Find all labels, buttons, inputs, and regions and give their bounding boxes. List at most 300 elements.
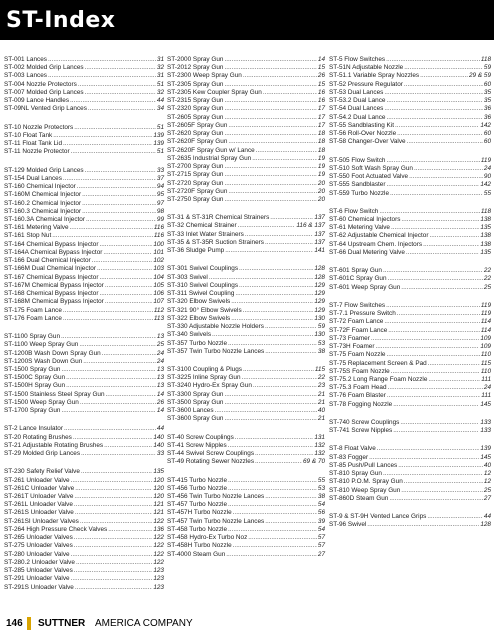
index-entry-name: ST-320 Elbow Swivels — [167, 298, 231, 306]
index-entry-name: ST-357 Twin Turbo Nozzle Lances — [167, 347, 265, 355]
index-entry-name: ST-75S Foam Nozzle — [329, 367, 390, 375]
index-entry-name: ST-265 Unloader Valves — [4, 534, 73, 542]
index-entry — [329, 190, 491, 198]
dot-leader — [97, 265, 152, 273]
index-entry-page: 20 — [317, 187, 325, 195]
index-entry-name: ST-456 Twin Turbo Nozzle Lances — [167, 493, 265, 501]
index-entry-page: 123 — [153, 583, 164, 591]
index-entry — [4, 167, 164, 175]
dot-leader — [398, 462, 483, 470]
index-entry-page: 40 — [483, 461, 491, 469]
index-entry-page: 26 — [156, 398, 164, 406]
dot-leader — [401, 284, 483, 292]
index-entry-name: ST-3500 Spray Gun — [167, 398, 224, 406]
index-entry — [167, 97, 325, 105]
dot-leader — [224, 81, 316, 89]
index-entry-name: ST-33 Inlet Water Strainers — [167, 230, 244, 238]
index-entry-page: 133 — [480, 427, 491, 435]
index-entry — [329, 173, 491, 181]
dot-leader — [83, 358, 156, 366]
dot-leader — [386, 302, 480, 310]
index-entry-name: ST-310 Swivel Couplings — [167, 281, 239, 289]
index-entry — [167, 366, 325, 374]
index-entry-page: 44 — [156, 425, 164, 433]
index-entry-page: 104 — [153, 273, 164, 281]
index-entry-page: 137 — [314, 238, 325, 246]
index-entry-page: 60 — [483, 80, 491, 88]
index-entry-page: 24 — [156, 349, 164, 357]
index-entry-page: 25 — [483, 486, 491, 494]
dot-leader — [377, 445, 480, 453]
index-entry-page: 15 — [317, 80, 325, 88]
dot-leader — [212, 331, 313, 339]
index-entry-name: ST-357 Turbo Nozzle — [167, 339, 228, 347]
index-entry-name: ST-3600 Spray Gun — [167, 415, 224, 423]
index-entry-page: 97 — [156, 199, 164, 207]
index-entry-name: ST-161 Metering Valve — [4, 224, 69, 232]
index-entry-name: ST-175 Foam Lance — [4, 306, 62, 314]
index-entry — [167, 72, 325, 80]
dot-leader — [263, 89, 317, 97]
dot-leader — [375, 343, 479, 351]
company-name-bold: SUTTNER — [38, 618, 86, 629]
index-entry — [4, 551, 164, 559]
index-entry-page: 114 — [480, 326, 491, 334]
dot-leader — [371, 335, 479, 343]
index-entry-page: 31 — [156, 72, 164, 80]
dot-leader — [215, 407, 317, 415]
index-entry-page: 130 — [314, 314, 325, 322]
index-entry-page: 132 — [314, 450, 325, 458]
dot-leader — [224, 97, 316, 105]
dot-leader — [228, 138, 317, 146]
index-entry — [4, 140, 164, 148]
dot-leader — [389, 495, 483, 503]
index-entry-name: ST-280.2 Unloader Valve — [4, 558, 75, 566]
index-entry — [4, 391, 164, 399]
index-group — [4, 468, 164, 592]
index-entry-name: ST-61 Metering Valve — [329, 224, 390, 232]
dot-leader — [388, 384, 483, 392]
dot-leader — [66, 382, 156, 390]
index-entry-name: ST-49 Rotating Sewer Nozzles — [167, 458, 255, 466]
index-column-3 — [329, 56, 491, 539]
index-entry — [4, 200, 164, 208]
dot-leader — [99, 290, 152, 298]
index-entry-name: ST-75.3 Foam Head — [329, 384, 387, 392]
dot-leader — [74, 542, 153, 550]
dot-leader — [63, 140, 152, 148]
index-entry — [329, 351, 491, 359]
dot-leader — [224, 56, 316, 64]
index-entry — [4, 534, 164, 542]
dot-leader — [231, 315, 313, 323]
index-entry-name: ST-35 & ST-35R Suction Strainers — [167, 238, 264, 246]
index-entry-page: 24 — [483, 384, 491, 392]
dot-leader — [252, 155, 317, 163]
dot-leader — [383, 267, 483, 275]
dot-leader — [265, 493, 317, 501]
dot-leader — [228, 485, 317, 493]
dot-leader — [63, 307, 153, 315]
index-entry-name: ST-3100 Coupling & Plugs — [167, 365, 242, 373]
dot-leader — [71, 148, 156, 156]
index-entry-name: ST-75 Foam Nozzle — [329, 351, 386, 359]
index-entry-name: ST-1500 Spray Gun — [4, 365, 61, 373]
index-entry — [167, 518, 325, 526]
index-entry — [4, 358, 164, 366]
dot-leader — [406, 249, 479, 257]
index-entry — [167, 81, 325, 89]
index-entry — [329, 513, 491, 521]
index-entry-page: 139 — [480, 445, 491, 453]
dot-leader — [85, 64, 156, 72]
index-entry-page: 51 — [156, 80, 164, 88]
index-entry-name: ST-261 Unloader Valve — [4, 476, 70, 484]
index-entry-page: 12 — [483, 478, 491, 486]
index-entry — [4, 333, 164, 341]
dot-leader — [367, 521, 479, 529]
page-footer — [0, 614, 494, 640]
index-entry — [4, 249, 164, 257]
index-entry — [4, 216, 164, 224]
index-entry — [167, 399, 325, 407]
index-entry-name: ST-2 Lance Insulator — [4, 425, 63, 433]
index-entry-page: 119 — [480, 301, 491, 309]
dot-leader — [393, 427, 479, 435]
index-entry-page: 55 — [483, 189, 491, 197]
dot-leader — [75, 584, 152, 592]
dot-leader — [265, 518, 317, 526]
dot-leader — [224, 391, 316, 399]
index-entry-page: 122 — [153, 550, 164, 558]
index-group — [167, 434, 325, 467]
index-group — [167, 265, 325, 356]
index-entry-page: 38 — [317, 347, 325, 355]
page-title: ST-Index — [6, 8, 116, 33]
index-entry — [329, 384, 491, 392]
index-entry-name: ST-160.3A Chemical Injector — [4, 215, 85, 223]
dot-leader — [393, 401, 479, 409]
dot-leader — [61, 407, 155, 415]
index-entry — [167, 274, 325, 282]
index-group — [329, 267, 491, 292]
index-entry — [167, 155, 325, 163]
index-entry-page: 24 — [156, 357, 164, 365]
index-entry — [329, 360, 491, 368]
index-entry-page: 25 — [483, 283, 491, 291]
index-entry — [167, 122, 325, 130]
index-entry-name: ST-311 Swivel Coupling — [167, 290, 235, 298]
index-entry-page: 132 — [314, 441, 325, 449]
dot-leader — [390, 190, 483, 198]
index-entry-name: ST-2605 Spray Gun — [167, 113, 224, 121]
index-entry-name: ST-11 Nozzle Protector — [4, 148, 70, 156]
index-entry — [329, 462, 491, 470]
index-entry — [4, 382, 164, 390]
dot-leader — [384, 105, 483, 113]
index-entry-page: 57 — [317, 542, 325, 550]
index-entry — [4, 542, 164, 550]
dot-leader — [224, 415, 316, 423]
index-entry-name: ST-58 Changer-Over Valve — [329, 138, 406, 146]
index-entry-name: ST-601 Spray Gun — [329, 267, 382, 275]
index-entry — [329, 81, 491, 89]
dot-leader — [427, 513, 483, 521]
index-entry-name: ST-550 Foot Actuated Valve — [329, 173, 409, 181]
dot-leader — [226, 551, 317, 559]
index-entry — [167, 415, 325, 423]
index-entry-page: 101 — [153, 248, 164, 256]
index-entry — [4, 56, 164, 64]
index-entry — [167, 265, 325, 273]
index-entry-page: 123 — [153, 575, 164, 583]
index-entry-name: ST-161 Stop Nut — [4, 232, 52, 240]
index-entry-name: ST-55 Sandblasting Kit — [329, 121, 395, 129]
dot-leader — [77, 183, 156, 191]
index-entry — [167, 534, 325, 542]
index-entry-page: 114 — [480, 318, 491, 326]
dot-leader — [75, 509, 152, 517]
dot-leader — [379, 208, 479, 216]
index-entry-name: ST-261L Unloader Valve — [4, 501, 73, 509]
index-group — [167, 214, 325, 255]
index-entry — [329, 495, 491, 503]
index-entry — [4, 341, 164, 349]
index-entry-name: ST-96 Swivel — [329, 521, 367, 529]
index-entry-page: 142 — [480, 121, 491, 129]
index-entry — [329, 368, 491, 376]
index-entry — [167, 180, 325, 188]
index-entry-page: 16 — [317, 88, 325, 96]
dot-leader — [387, 97, 483, 105]
index-group — [329, 445, 491, 503]
index-entry-name: ST-8 Float Valve — [329, 445, 376, 453]
dot-leader — [245, 231, 313, 239]
index-entry — [167, 374, 325, 382]
index-entry-name: ST-601C Spray Gun — [329, 275, 387, 283]
index-entry — [167, 542, 325, 550]
index-entry-name: ST-32 Chemical Strainer — [167, 222, 237, 230]
index-entry-name: ST-164 Chemical Bypass Injector — [4, 240, 99, 248]
index-entry-name: ST-129 Molded Grip Lances — [4, 166, 84, 174]
index-entry — [329, 327, 491, 335]
index-entry — [4, 241, 164, 249]
dot-leader — [224, 399, 316, 407]
index-entry-page: 53 — [317, 339, 325, 347]
index-entry-page: 12 — [483, 470, 491, 478]
dot-leader — [391, 368, 480, 376]
index-entry-page: 103 — [153, 265, 164, 273]
index-entry — [4, 374, 164, 382]
index-group — [329, 302, 491, 409]
index-entry — [4, 567, 164, 575]
index-entry — [329, 302, 491, 310]
index-entry-page: 120 — [153, 476, 164, 484]
index-entry — [329, 427, 491, 435]
index-entry-page: 131 — [314, 433, 325, 441]
index-entry-name: ST-1100 Weep Spray Gun — [4, 341, 79, 349]
index-entry-name: ST-5 Flow Switches — [329, 56, 386, 63]
index-entry-page: 33 — [156, 166, 164, 174]
index-entry-name: ST-168 Chemical Bypass Injector — [4, 290, 99, 298]
index-entry — [329, 130, 491, 138]
index-entry — [4, 366, 164, 374]
index-entry — [329, 487, 491, 495]
dot-leader — [92, 257, 153, 265]
index-entry — [4, 89, 164, 97]
dot-leader — [71, 477, 153, 485]
index-entry-name: ST-09NL Vented Grip Lances — [4, 105, 87, 113]
index-entry-name: ST-160.3 Chemical Injector — [4, 207, 82, 215]
index-entry — [4, 350, 164, 358]
dot-leader — [70, 224, 153, 232]
index-entry-name: ST-458 Hydro-Ex Turbo Noz — [167, 534, 248, 542]
index-entry-name: ST-003 Lances — [4, 72, 47, 80]
index-entry-page: 34 — [156, 105, 164, 113]
dot-leader — [224, 114, 316, 122]
index-entry-name: ST-458 Turbo Nozzle — [167, 525, 228, 533]
index-entry — [167, 458, 325, 466]
dot-leader — [423, 241, 479, 249]
index-entry-page: 39 — [317, 517, 325, 525]
index-entry-name: ST-54 Dual Lances — [329, 105, 384, 113]
dot-leader — [401, 487, 483, 495]
index-entry-page: 140 — [153, 433, 164, 441]
dot-leader — [224, 105, 316, 113]
index-entry — [329, 318, 491, 326]
dot-leader — [228, 501, 317, 509]
index-entry — [167, 222, 325, 230]
index-entry-page: 100 — [153, 240, 164, 248]
index-entry-page: 21 — [317, 398, 325, 406]
index-entry — [329, 284, 491, 292]
index-entry — [4, 501, 164, 509]
index-entry — [329, 249, 491, 257]
index-entry — [4, 584, 164, 592]
index-entry-page: 35 — [483, 97, 491, 105]
dot-leader — [428, 376, 480, 384]
index-entry-page: 24 — [483, 164, 491, 172]
index-entry-name: ST-1700 Spray Gun — [4, 407, 61, 415]
dot-leader — [401, 216, 479, 224]
dot-leader — [384, 89, 483, 97]
index-entry-name: ST-303 Swivel — [167, 273, 208, 281]
index-entry-page: 17 — [317, 105, 325, 113]
index-entry — [167, 407, 325, 415]
index-entry — [167, 526, 325, 534]
index-entry-page: 121 — [153, 501, 164, 509]
dot-leader — [395, 122, 479, 130]
index-entry-name: ST-559 Turbo Nozzle — [329, 189, 390, 197]
index-entry-page: 115 — [480, 359, 491, 367]
dot-leader — [255, 458, 302, 466]
dot-leader — [270, 214, 313, 222]
index-entry-page: 139 — [153, 131, 164, 139]
index-entry-name: ST-11 Float Tank Lid — [4, 140, 63, 148]
dot-leader — [80, 399, 156, 407]
index-entry-page: 128 — [314, 273, 325, 281]
dot-leader — [79, 341, 156, 349]
index-entry-name: ST-51N Adjustable Nozzle — [329, 64, 404, 72]
index-entry — [167, 450, 325, 458]
index-entry — [167, 89, 325, 97]
index-entry — [167, 391, 325, 399]
index-group — [167, 477, 325, 559]
index-entry-name: ST-2305 Spray Gun — [167, 80, 224, 88]
index-entry — [329, 138, 491, 146]
index-entry-page: 122 — [153, 558, 164, 566]
index-entry-page: 35 — [483, 88, 491, 96]
dot-leader — [85, 167, 156, 175]
dot-leader — [74, 534, 153, 542]
index-entry — [4, 315, 164, 323]
index-entry-page: 138 — [480, 232, 491, 240]
dot-leader — [73, 434, 152, 442]
dot-leader — [388, 275, 483, 283]
index-entry — [4, 434, 164, 442]
index-entry-name: ST-004 Nozzle Protectors — [4, 80, 77, 88]
page-number: 146 — [6, 618, 23, 629]
dot-leader — [99, 241, 152, 249]
dot-leader — [265, 239, 313, 247]
index-entry — [167, 493, 325, 501]
index-entry-name: ST-261SI Unloader Valves — [4, 517, 79, 525]
index-entry-page: 135 — [153, 468, 164, 476]
index-entry-name: ST-10 Float Tank — [4, 131, 53, 139]
index-entry — [167, 340, 325, 348]
index-entry — [4, 64, 164, 72]
title-bar — [0, 0, 494, 40]
dot-leader — [70, 97, 156, 105]
index-entry-name: ST-36 Sludge Pump — [167, 247, 225, 255]
dot-leader — [224, 163, 316, 171]
dot-leader — [420, 72, 468, 80]
index-entry-name: ST-51.1 Variable Spray Nozzles — [329, 72, 420, 80]
index-entry-page: 29 & 59 — [468, 72, 491, 80]
index-entry-name: ST-291S Unloader Valve — [4, 583, 74, 591]
index-entry — [4, 493, 164, 501]
index-entry-page: 60 — [483, 130, 491, 138]
index-entry-name: ST-601 Weep Spray Gun — [329, 283, 401, 291]
index-entry — [4, 282, 164, 290]
index-entry-page: 115 — [314, 365, 325, 373]
index-entry-page: 111 — [481, 392, 491, 400]
index-entry-page: 19 — [317, 154, 325, 162]
index-entry-page: 141 — [314, 247, 325, 255]
index-entry-page: 136 — [153, 525, 164, 533]
index-entry-name: ST-56 Roll-Over Nozzle — [329, 130, 397, 138]
index-entry-page: 19 — [317, 163, 325, 171]
index-entry-page: 105 — [153, 281, 164, 289]
dot-leader — [233, 542, 317, 550]
index-entry-name: ST-160.2 Chemical Injector — [4, 199, 82, 207]
dot-leader — [253, 382, 317, 390]
dot-leader — [235, 290, 313, 298]
index-entry-page: 122 — [153, 542, 164, 550]
index-entry — [329, 224, 491, 232]
index-group — [4, 167, 164, 323]
index-entry-name: ST-322 Elbow Swivels — [167, 314, 231, 322]
index-entry — [167, 477, 325, 485]
index-entry — [4, 290, 164, 298]
index-entry-name: ST-458H Turbo Nozzle — [167, 542, 232, 550]
dot-leader — [224, 130, 316, 138]
dot-leader — [235, 434, 314, 442]
index-entry-name: ST-3225 Inline Spray Gun — [167, 374, 241, 382]
index-entry-name: ST-73H Foamer — [329, 343, 375, 351]
index-column-1 — [4, 56, 164, 602]
